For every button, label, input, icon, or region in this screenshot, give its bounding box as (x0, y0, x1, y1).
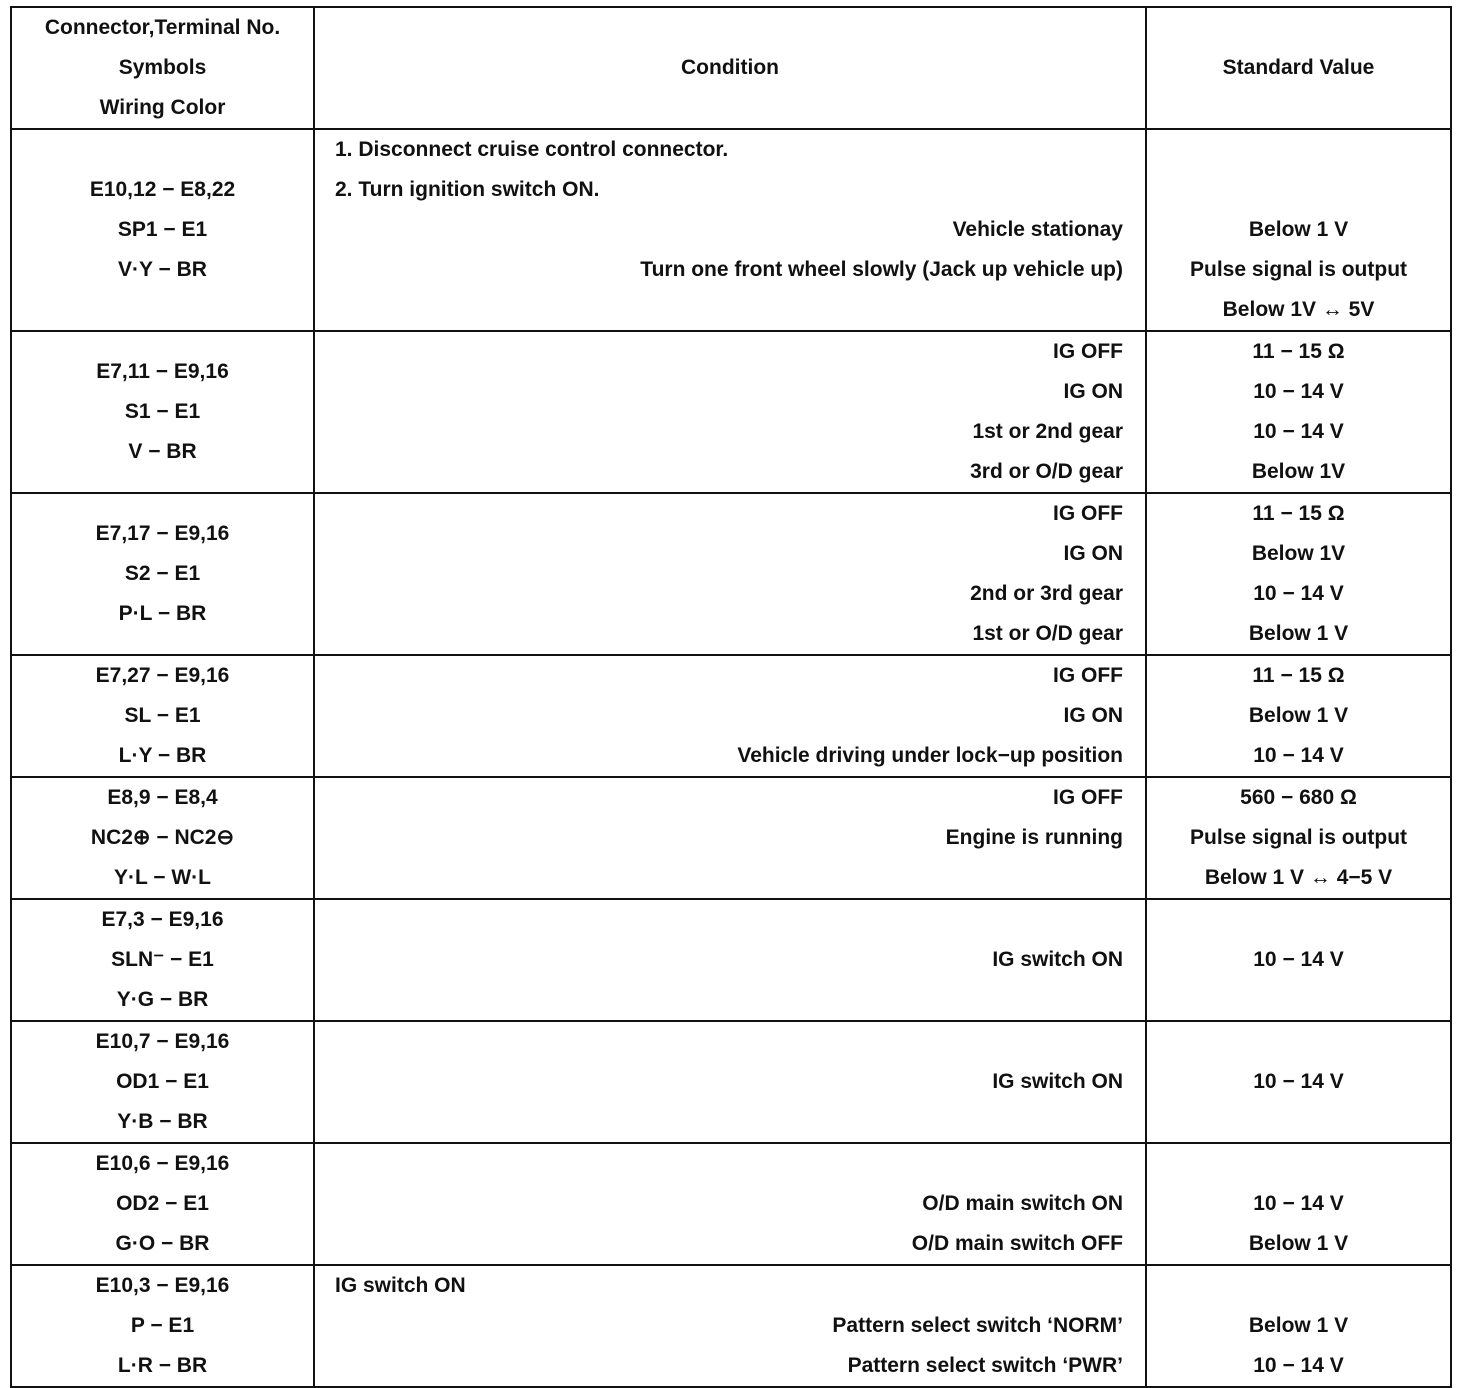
connector-terminal: E10,3 − E9,16 (95, 1274, 230, 1297)
connector-terminal: E7,27 − E9,16 (95, 664, 230, 687)
standard-value: 10 − 14 V (1253, 582, 1344, 605)
header-condition: Condition (314, 7, 1146, 129)
standard-value: 10 − 14 V (1253, 420, 1344, 443)
standard-value (1147, 1144, 1450, 1184)
header-connector-symbols-color (11, 7, 314, 129)
condition-cell (314, 1265, 1146, 1387)
standard-value: 10 − 14 V (1253, 380, 1344, 403)
connector-cell (11, 655, 314, 777)
standard-value: Below 1V (1251, 542, 1346, 565)
condition-line: IG ON (1063, 542, 1123, 565)
wiring-color: V·Y − BR (118, 258, 207, 281)
connector-cell (11, 777, 314, 899)
standard-value (1147, 1022, 1450, 1062)
standard-value: 10 − 14 V (1253, 1192, 1344, 1215)
condition-line (315, 1102, 1145, 1142)
standard-value: 560 − 680 Ω (1240, 786, 1357, 809)
condition-cell (314, 493, 1146, 655)
table-row (11, 899, 1451, 1021)
connector-cell (11, 1143, 314, 1265)
value-cell (1146, 899, 1451, 1021)
standard-value: Pulse signal is output (1189, 826, 1408, 849)
standard-value: 10 − 14 V (1253, 1070, 1344, 1093)
connector-terminal: E7,3 − E9,16 (101, 908, 224, 931)
symbols: OD2 − E1 (116, 1192, 209, 1215)
condition-cell (314, 899, 1146, 1021)
condition-line (315, 1144, 1145, 1184)
connector-terminal: E8,9 − E8,4 (107, 786, 218, 809)
symbols: P − E1 (130, 1314, 195, 1337)
wiring-color: Y·L − W·L (113, 866, 212, 889)
connector-cell (11, 899, 314, 1021)
condition-cell (314, 331, 1146, 493)
wiring-color: L·Y − BR (118, 744, 207, 767)
condition-cell (314, 655, 1146, 777)
condition-line: 1st or O/D gear (972, 622, 1123, 645)
table-row (11, 493, 1451, 655)
condition-line: 2nd or 3rd gear (970, 582, 1123, 605)
standard-value (1147, 980, 1450, 1020)
condition-line: Vehicle stationay (952, 218, 1123, 241)
symbols: NC2⊕ − NC2⊖ (90, 826, 235, 849)
condition-line: IG switch ON (992, 948, 1123, 971)
condition-line: IG OFF (1053, 502, 1123, 525)
wiring-color: Y·G − BR (116, 988, 209, 1011)
condition-line: O/D main switch ON (922, 1192, 1123, 1215)
standard-value: 11 − 15 Ω (1252, 502, 1345, 525)
connector-terminal: E10,12 − E8,22 (89, 178, 236, 201)
standard-value: Below 1 V (1248, 704, 1349, 727)
standard-value: Below 1 V ↔ 4−5 V (1204, 866, 1393, 889)
standard-value: Below 1V ↔ 5V (1222, 298, 1375, 321)
condition-line: 3rd or O/D gear (970, 460, 1123, 483)
condition-line: 1st or 2nd gear (972, 420, 1123, 443)
header-standard-value: Standard Value (1146, 7, 1451, 129)
value-cell (1146, 129, 1451, 331)
terminal-inspection-table (10, 6, 1452, 1388)
header-row (11, 7, 1451, 129)
condition-line: IG switch ON (992, 1070, 1123, 1093)
condition-line (315, 1022, 1145, 1062)
wiring-color: P·L − BR (118, 602, 207, 625)
condition-cell (314, 1021, 1146, 1143)
table-row (11, 1143, 1451, 1265)
table-row (11, 655, 1451, 777)
condition-line: O/D main switch OFF (911, 1232, 1123, 1255)
standard-value: Below 1 V (1248, 1232, 1349, 1255)
table-row (11, 331, 1451, 493)
condition-step: 2. Turn ignition switch ON. (335, 178, 600, 201)
condition-line: Turn one front wheel slowly (Jack up vehicle up) (640, 258, 1123, 281)
standard-value (1147, 130, 1450, 170)
connector-cell (11, 493, 314, 655)
connector-terminal: E10,6 − E9,16 (95, 1152, 230, 1175)
condition-step: 1. Disconnect cruise control connector. (335, 138, 729, 161)
condition-cell (314, 777, 1146, 899)
standard-value: 11 − 15 Ω (1252, 664, 1345, 687)
standard-value: Below 1 V (1248, 622, 1349, 645)
wiring-color: L·R − BR (117, 1354, 208, 1377)
connector-cell (11, 331, 314, 493)
standard-value (1147, 1102, 1450, 1142)
standard-value (1147, 170, 1450, 210)
symbols: S1 − E1 (124, 400, 201, 423)
connector-terminal: E7,11 − E9,16 (96, 360, 229, 383)
table-row (11, 129, 1451, 331)
standard-value: Below 1 V (1248, 1314, 1349, 1337)
value-cell (1146, 1265, 1451, 1387)
value-cell (1146, 493, 1451, 655)
standard-value (1147, 1266, 1450, 1306)
condition-line: Pattern select switch ‘PWR’ (847, 1354, 1123, 1377)
wiring-color: G·O − BR (115, 1232, 210, 1255)
connector-cell (11, 129, 314, 331)
condition-line: IG switch ON (335, 1274, 466, 1297)
connector-cell (11, 1021, 314, 1143)
condition-line: IG OFF (1053, 664, 1123, 687)
standard-value: 10 − 14 V (1253, 744, 1344, 767)
standard-value: 10 − 14 V (1253, 1354, 1344, 1377)
header-symbols-label: Symbols (118, 56, 207, 79)
symbols: OD1 − E1 (116, 1070, 209, 1093)
standard-value (1147, 900, 1450, 940)
value-cell (1146, 1143, 1451, 1265)
condition-line: Pattern select switch ‘NORM’ (832, 1314, 1123, 1337)
condition-line: Engine is running (945, 826, 1123, 849)
header-connector-label: Connector,Terminal No. (44, 16, 281, 39)
standard-value: Below 1V (1251, 460, 1346, 483)
value-cell (1146, 1021, 1451, 1143)
condition-line: Vehicle driving under lock−up position (737, 744, 1123, 767)
header-wiring-color-label: Wiring Color (99, 96, 226, 119)
condition-line (315, 290, 1145, 330)
connector-terminal: E7,17 − E9,16 (95, 522, 230, 545)
condition-line (315, 900, 1145, 940)
standard-value: Pulse signal is output (1189, 258, 1408, 281)
condition-line (315, 858, 1145, 898)
table-row (11, 1265, 1451, 1387)
table-row (11, 1021, 1451, 1143)
value-cell (1146, 655, 1451, 777)
connector-terminal: E10,7 − E9,16 (95, 1030, 230, 1053)
value-cell (1146, 777, 1451, 899)
value-cell (1146, 331, 1451, 493)
condition-line: IG OFF (1053, 786, 1123, 809)
wiring-color: Y·B − BR (117, 1110, 208, 1133)
wiring-color: V − BR (128, 440, 197, 463)
condition-cell (314, 129, 1146, 331)
standard-value: Below 1 V (1248, 218, 1349, 241)
symbols: SL − E1 (124, 704, 201, 727)
condition-line: IG ON (1063, 380, 1123, 403)
condition-line: IG OFF (1053, 340, 1123, 363)
standard-value: 10 − 14 V (1253, 948, 1344, 971)
table-row (11, 777, 1451, 899)
symbols: SP1 − E1 (117, 218, 208, 241)
symbols: SLN⁻ − E1 (111, 948, 214, 971)
condition-cell (314, 1143, 1146, 1265)
symbols: S2 − E1 (124, 562, 201, 585)
standard-value: 11 − 15 Ω (1252, 340, 1345, 363)
condition-line: IG ON (1063, 704, 1123, 727)
connector-cell (11, 1265, 314, 1387)
condition-line (315, 980, 1145, 1020)
